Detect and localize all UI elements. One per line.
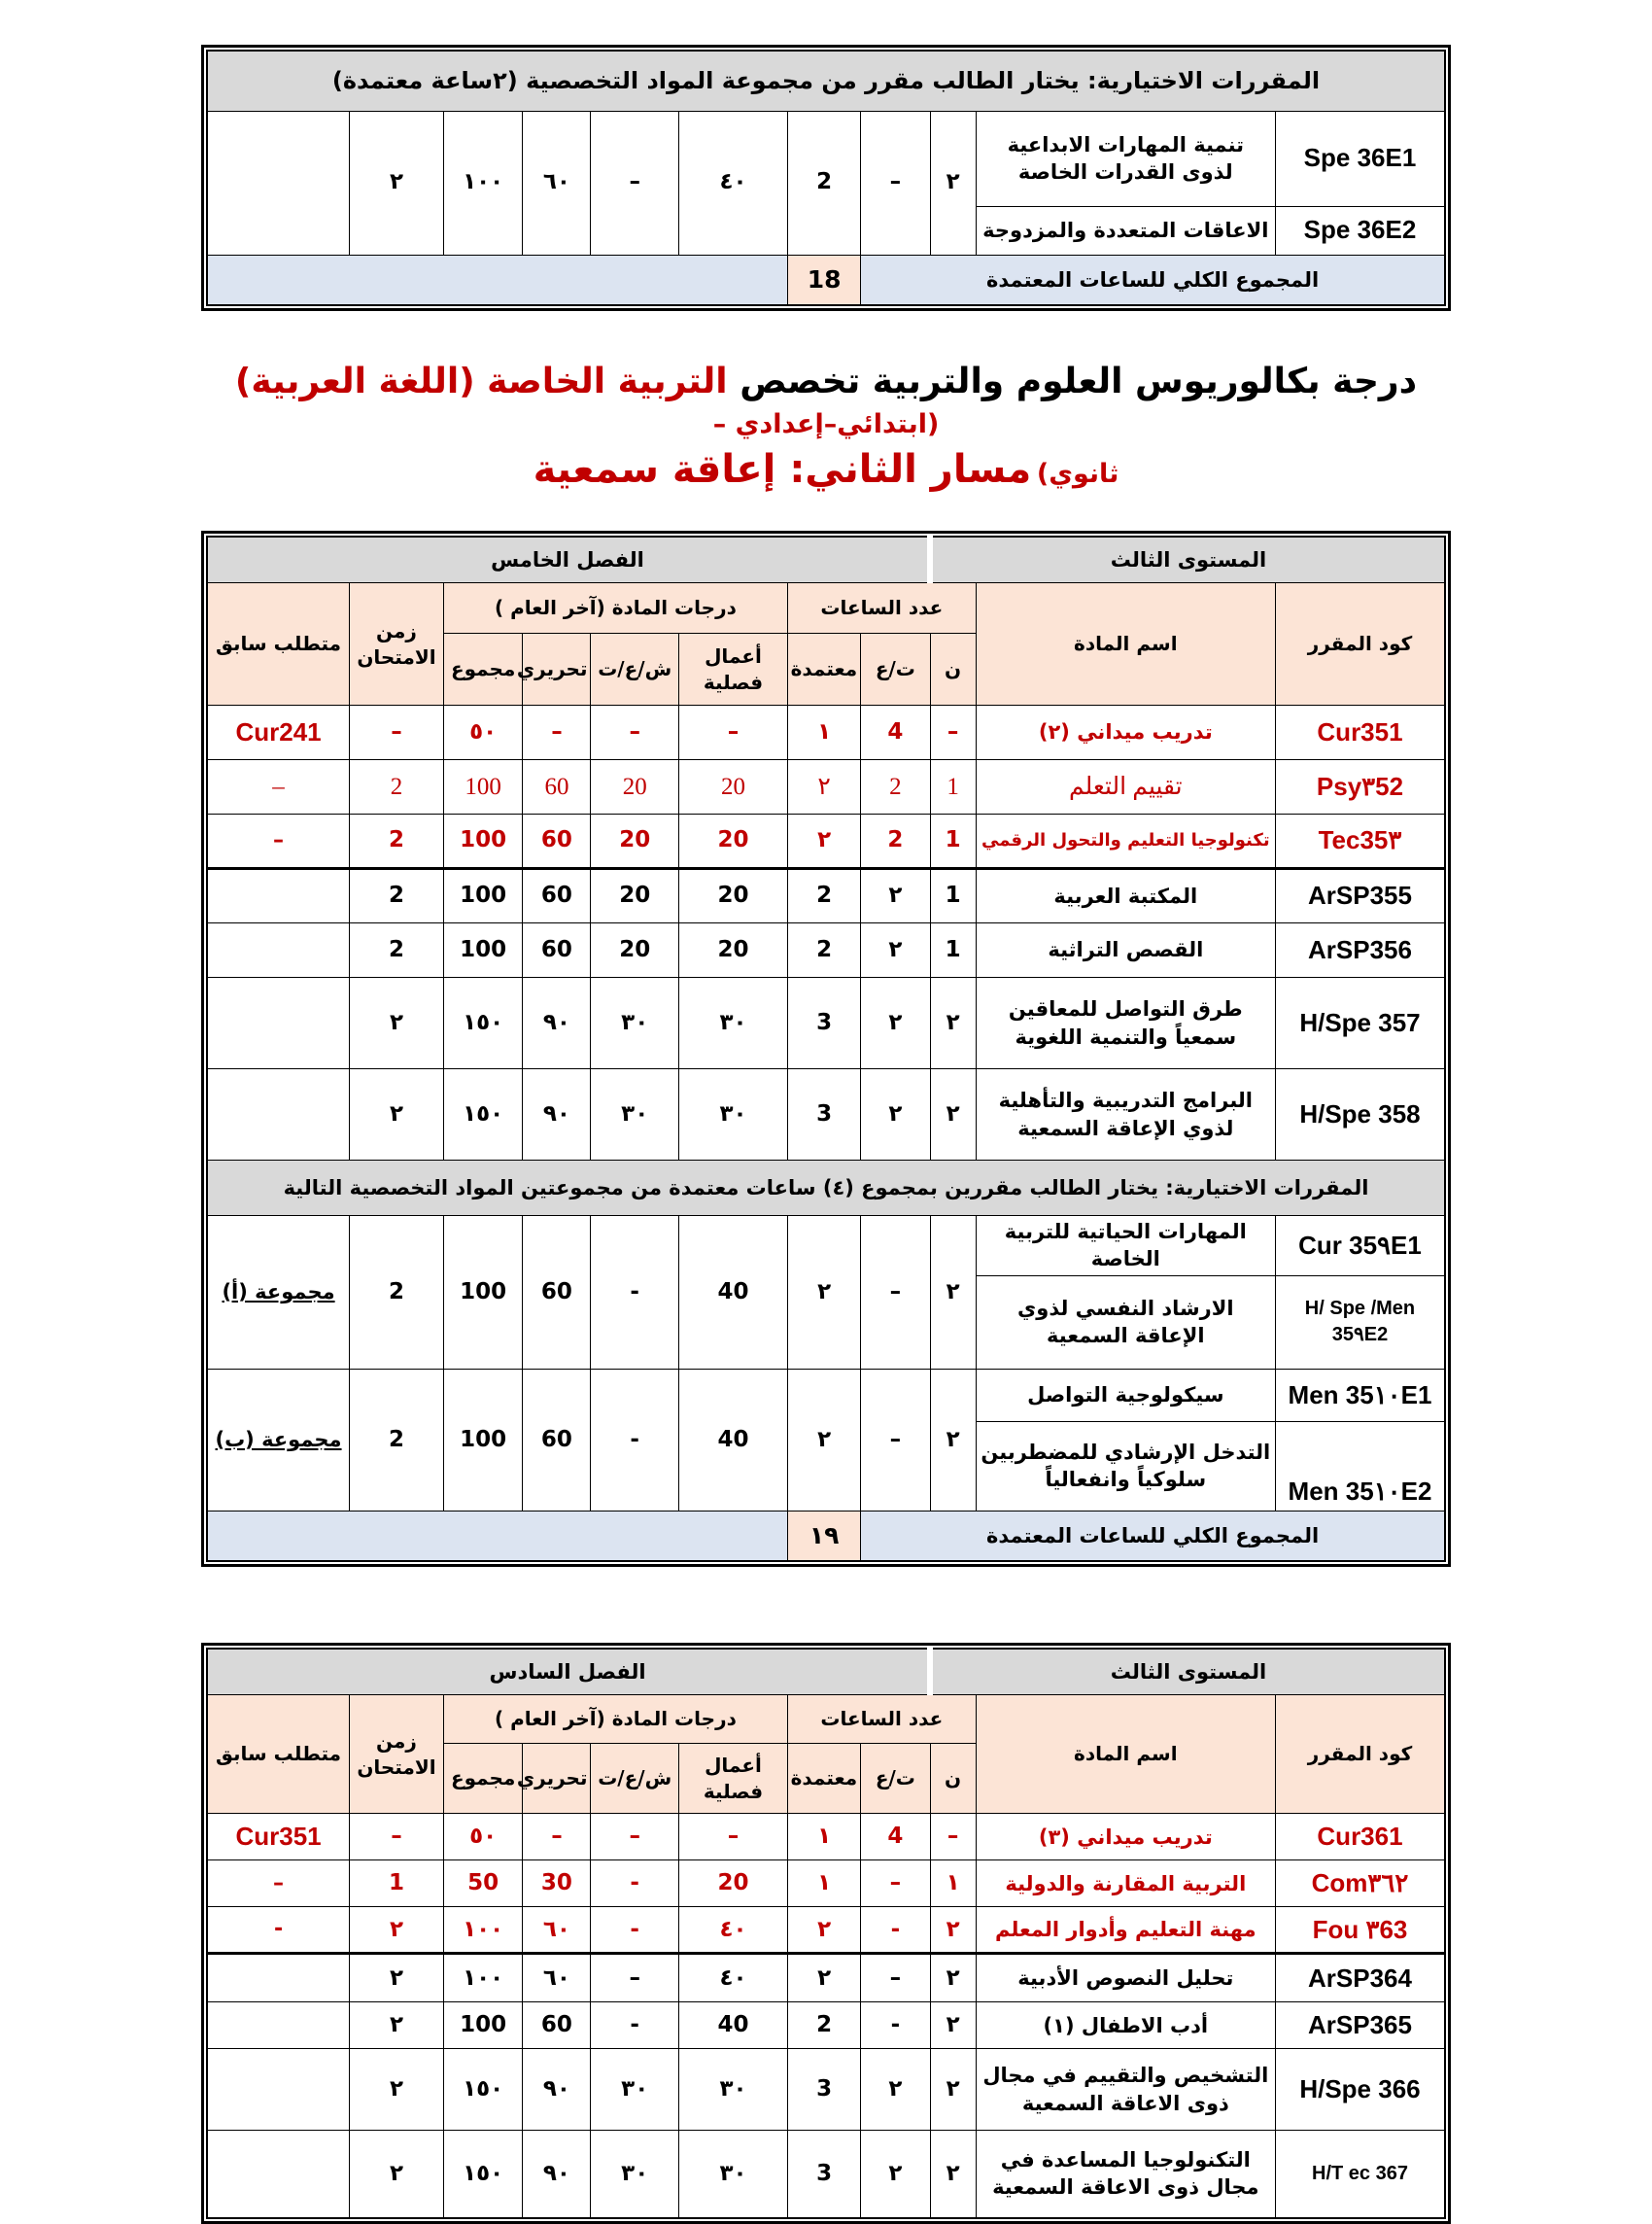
- cell-practical: 20: [591, 869, 678, 923]
- cell-coursework: ٣٠: [678, 2131, 787, 2218]
- cell-exam-time: –: [350, 1814, 444, 1860]
- cell-written: ٩٠: [523, 2131, 591, 2218]
- cell-exam-time: 1: [350, 1860, 444, 1907]
- cell-coursework: ٤٠: [678, 1954, 787, 2002]
- title-red-stage-end: ثانوي): [1036, 459, 1119, 489]
- col-header-written: تحريري: [523, 1744, 591, 1814]
- table-row: [207, 111, 1445, 206]
- cell-written: ٩٠: [523, 978, 591, 1069]
- semester6-table: [201, 1643, 1451, 2224]
- col-header-practical: ش/ع/ت: [591, 634, 678, 706]
- col-header-code: كود المقرر: [1275, 1695, 1445, 1814]
- cell-course-code: Men 35١٠E1: [1275, 1369, 1445, 1421]
- cell-total-marks: ٥٠: [443, 706, 523, 760]
- cell-course-name: سيكولوجية التواصل: [976, 1369, 1275, 1421]
- cell-credit: ٢: [788, 1369, 861, 1511]
- cell-practical: -: [591, 1860, 678, 1907]
- cell-ta: 2: [861, 760, 930, 815]
- cell-exam-time: ٢: [350, 111, 444, 255]
- cell-course-name: طرق التواصل للمعاقين سمعياً والتنمية اللغوية: [976, 978, 1275, 1069]
- cell-exam-time: –: [350, 706, 444, 760]
- cell-course-code: ArSP365: [1275, 2002, 1445, 2049]
- cell-total-marks: ١٥٠: [443, 1069, 523, 1161]
- cell-coursework: ٤٠: [678, 1907, 787, 1954]
- cell-course-code: H/Spe 366: [1275, 2049, 1445, 2131]
- cell-ta: 4: [861, 1814, 930, 1860]
- cell-coursework: ٣٠: [678, 978, 787, 1069]
- cell-coursework: ٣٠: [678, 1069, 787, 1161]
- cell-ta: ٢: [861, 978, 930, 1069]
- cell-course-name: تدريب ميداني (٣): [976, 1814, 1275, 1860]
- cell-course-code: ArSP364: [1275, 1954, 1445, 2002]
- cell-prereq: –: [207, 760, 350, 815]
- cell-ta: ٢: [861, 1069, 930, 1161]
- cell-written: –: [523, 1814, 591, 1860]
- cell-total-marks: 100: [443, 923, 523, 978]
- cell-exam-time: 2: [350, 923, 444, 978]
- cell-course-code: Spe 36E1: [1275, 111, 1445, 206]
- cell-course-code: Cur361: [1275, 1814, 1445, 1860]
- cell-course-name: القصص التراثية: [976, 923, 1275, 978]
- cell-total-marks: ١٠٠: [443, 1907, 523, 1954]
- header-row: [207, 1695, 1445, 1744]
- cell-total-marks: ١٥٠: [443, 2049, 523, 2131]
- elective-note: المقررات الاختيارية: يختار الطالب مقررين بمجموع (٤) ساعات معتمدة من مجموعتين المواد التخصصية التالية: [207, 1161, 1445, 1216]
- course-row: [207, 923, 1445, 978]
- cell-prereq: -: [207, 1907, 350, 1954]
- cell-course-name: تحليل النصوص الأدبية: [976, 1954, 1275, 2002]
- cell-n: ٢: [930, 1907, 976, 1954]
- cell-course-name: تنمية المهارات الابداعية لذوى القدرات الخاصة: [976, 111, 1275, 206]
- cell-exam-time: ٢: [350, 1069, 444, 1161]
- page-title: [201, 362, 1451, 492]
- cell-n: ٢: [930, 1369, 976, 1511]
- cell-practical: –: [591, 706, 678, 760]
- cell-prereq: [207, 1069, 350, 1161]
- cell-exam-time: 2: [350, 760, 444, 815]
- col-header-code: كود المقرر: [1275, 583, 1445, 706]
- title-line-1: [201, 362, 1451, 441]
- cell-practical: -: [591, 1369, 678, 1511]
- total-label: المجموع الكلي للساعات المعتمدة: [861, 1511, 1445, 1561]
- elective-fragment-table: [201, 45, 1451, 311]
- course-row: [207, 1907, 1445, 1954]
- col-header-ta: ت/ع: [861, 634, 930, 706]
- col-header-exam-time: زمن الامتحان: [350, 1695, 444, 1814]
- cell-practical: 20: [591, 815, 678, 869]
- col-header-grades-group: درجات المادة (آخر العام ): [443, 1695, 787, 1744]
- cell-written: 60: [523, 815, 591, 869]
- title-red-specialty: التربية الخاصة (اللغة العربية): [234, 362, 728, 401]
- cell-prereq: [207, 978, 350, 1069]
- cell-credit: 2: [788, 869, 861, 923]
- cell-written: 60: [523, 923, 591, 978]
- title-red-stages: (ابتدائي–إعدادي –: [712, 409, 940, 439]
- cell-ta: ٢: [861, 2049, 930, 2131]
- elective-group-row: [207, 1369, 1445, 1421]
- total-row: [207, 255, 1445, 305]
- col-header-credit: معتمدة: [788, 1744, 861, 1814]
- cell-n: 1: [930, 760, 976, 815]
- cell-ta: –: [861, 1860, 930, 1907]
- cell-credit: 3: [788, 1069, 861, 1161]
- col-header-coursework: أعمال فصلية: [678, 634, 787, 706]
- cell-credit: ٢: [788, 815, 861, 869]
- cell-prereq: [207, 111, 350, 255]
- cell-prereq: Cur241: [207, 706, 350, 760]
- cell-total-marks: 50: [443, 1860, 523, 1907]
- cell-coursework: 20: [678, 760, 787, 815]
- cell-credit: 2: [788, 923, 861, 978]
- cell-ta: ٢: [861, 869, 930, 923]
- cell-total-marks: ١٥٠: [443, 978, 523, 1069]
- cell-credit: ١: [788, 706, 861, 760]
- cell-credit: ٢: [788, 760, 861, 815]
- cell-course-code: Men 35١٠E2: [1275, 1421, 1445, 1511]
- cell-prereq: [207, 2049, 350, 2131]
- cell-ta: -: [861, 1907, 930, 1954]
- cell-ta: ٢: [861, 2131, 930, 2218]
- cell-written: 60: [523, 2002, 591, 2049]
- cell-coursework: –: [678, 706, 787, 760]
- cell-practical: -: [591, 2002, 678, 2049]
- cell-credit: 2: [788, 2002, 861, 2049]
- cell-written: 60: [523, 869, 591, 923]
- course-row: [207, 2049, 1445, 2131]
- cell-ta: –: [861, 1369, 930, 1511]
- document-content: [201, 0, 1451, 2224]
- semester-level-row: [207, 1649, 1445, 1695]
- cell-written: 60: [523, 1216, 591, 1370]
- total-row-filler: [207, 1511, 788, 1561]
- cell-course-code: Spe 36E2: [1275, 206, 1445, 255]
- cell-prereq: Cur351: [207, 1814, 350, 1860]
- cell-course-code: ArSP355: [1275, 869, 1445, 923]
- cell-course-name: المهارات الحياتية للتربية الخاصة: [976, 1216, 1275, 1276]
- cell-course-name: التشخيص والتقييم في مجال ذوى الاعاقة السمعية: [976, 2049, 1275, 2131]
- course-row: [207, 978, 1445, 1069]
- cell-prereq: [207, 1954, 350, 2002]
- col-header-coursework: أعمال فصلية: [678, 1744, 787, 1814]
- cell-practical: 20: [591, 923, 678, 978]
- col-header-n: ن: [930, 634, 976, 706]
- cell-coursework: 40: [678, 2002, 787, 2049]
- cell-ta: -: [861, 2002, 930, 2049]
- semester-label: الفصل السادس: [207, 1649, 930, 1695]
- cell-n: ٢: [930, 1954, 976, 2002]
- group-label: مجموعة (ب): [207, 1369, 350, 1511]
- col-header-written: تحريري: [523, 634, 591, 706]
- cell-n: ٢: [930, 1069, 976, 1161]
- cell-coursework: ٤٠: [678, 111, 787, 255]
- cell-total-marks: 100: [443, 815, 523, 869]
- cell-n: –: [930, 706, 976, 760]
- cell-course-name: أدب الاطفال (١): [976, 2002, 1275, 2049]
- col-header-hours-group: عدد الساعات: [788, 1695, 977, 1744]
- cell-ta: 2: [861, 815, 930, 869]
- cell-total-marks: ١٠٠: [443, 1954, 523, 2002]
- group-label: مجموعة (أ): [207, 1216, 350, 1370]
- course-row: [207, 1069, 1445, 1161]
- cell-prereq: [207, 2002, 350, 2049]
- cell-course-name: التكنولوجيا المساعدة في مجال ذوى الاعاقة السمعية: [976, 2131, 1275, 2218]
- cell-ta: –: [861, 111, 930, 255]
- semester5-grid: [206, 536, 1446, 1562]
- cell-exam-time: 2: [350, 815, 444, 869]
- cell-total-marks: ١٠٠: [443, 111, 523, 255]
- elective-group-row: [207, 1216, 1445, 1276]
- col-header-grades-group: درجات المادة (آخر العام ): [443, 583, 787, 634]
- cell-written: ٦٠: [523, 1907, 591, 1954]
- cell-credit: 3: [788, 2049, 861, 2131]
- elective-note-row: [207, 1161, 1445, 1216]
- cell-practical: ٣٠: [591, 2049, 678, 2131]
- cell-course-code: Com٣٦٢: [1275, 1860, 1445, 1907]
- cell-credit: ٢: [788, 1954, 861, 2002]
- elective-fragment-grid: [206, 50, 1446, 306]
- col-header-hours-group: عدد الساعات: [788, 583, 977, 634]
- total-row-filler: [207, 255, 788, 305]
- course-row: [207, 706, 1445, 760]
- cell-practical: –: [591, 111, 678, 255]
- cell-coursework: –: [678, 1814, 787, 1860]
- cell-written: 30: [523, 1860, 591, 1907]
- col-header-exam-time: زمن الامتحان: [350, 583, 444, 706]
- cell-coursework: 20: [678, 1860, 787, 1907]
- cell-n: 1: [930, 869, 976, 923]
- cell-exam-time: ٢: [350, 2131, 444, 2218]
- cell-n: ٢: [930, 2131, 976, 2218]
- cell-n: ١: [930, 1860, 976, 1907]
- header-row: [207, 583, 1445, 634]
- cell-total-marks: 100: [443, 1216, 523, 1370]
- cell-credit: 2: [788, 111, 861, 255]
- cell-credit: ٢: [788, 1216, 861, 1370]
- semester6-grid: [206, 1648, 1446, 2219]
- cell-written: ٦٠: [523, 1954, 591, 2002]
- course-row: [207, 760, 1445, 815]
- cell-prereq: [207, 869, 350, 923]
- cell-practical: -: [591, 1216, 678, 1370]
- cell-exam-time: 2: [350, 1369, 444, 1511]
- cell-course-name: الاعاقات المتعددة والمزدوجة: [976, 206, 1275, 255]
- level-label: المستوى الثالث: [930, 537, 1445, 583]
- course-row: [207, 815, 1445, 869]
- cell-n: ٢: [930, 1216, 976, 1370]
- col-header-total: مجموع: [443, 1744, 523, 1814]
- col-header-practical: ش/ع/ت: [591, 1744, 678, 1814]
- cell-prereq: –: [207, 815, 350, 869]
- cell-credit: ٢: [788, 1907, 861, 1954]
- col-header-ta: ت/ع: [861, 1744, 930, 1814]
- table-row: [207, 51, 1445, 111]
- cell-coursework: ٣٠: [678, 2049, 787, 2131]
- cell-ta: 4: [861, 706, 930, 760]
- col-header-name: اسم المادة: [976, 583, 1275, 706]
- cell-practical: –: [591, 1954, 678, 2002]
- cell-course-name: تدريب ميداني (٢): [976, 706, 1275, 760]
- cell-practical: ٣٠: [591, 1069, 678, 1161]
- cell-practical: 20: [591, 760, 678, 815]
- cell-credit: 3: [788, 2131, 861, 2218]
- semester-level-row: [207, 537, 1445, 583]
- cell-course-code: Cur351: [1275, 706, 1445, 760]
- cell-exam-time: 2: [350, 869, 444, 923]
- cell-prereq: –: [207, 1860, 350, 1907]
- cell-practical: ٣٠: [591, 978, 678, 1069]
- cell-written: 60: [523, 760, 591, 815]
- total-row: [207, 1511, 1445, 1561]
- col-header-credit: معتمدة: [788, 634, 861, 706]
- semester5-table: [201, 531, 1451, 1567]
- cell-ta: –: [861, 1954, 930, 2002]
- cell-n: ٢: [930, 978, 976, 1069]
- cell-course-code: H/Spe 357: [1275, 978, 1445, 1069]
- cell-credit: ١: [788, 1814, 861, 1860]
- cell-n: ٢: [930, 111, 976, 255]
- cell-course-name: التربية المقارنة والدولية: [976, 1860, 1275, 1907]
- cell-course-name: تكنولوجيا التعليم والتحول الرقمي: [976, 815, 1275, 869]
- course-row: [207, 1860, 1445, 1907]
- cell-course-code: H/Spe 358: [1275, 1069, 1445, 1161]
- cell-n: 1: [930, 815, 976, 869]
- cell-coursework: 20: [678, 923, 787, 978]
- cell-exam-time: ٢: [350, 1907, 444, 1954]
- level-label: المستوى الثالث: [930, 1649, 1445, 1695]
- cell-course-code: H/T ec 367: [1275, 2131, 1445, 2218]
- course-row: [207, 2131, 1445, 2218]
- cell-course-code: H/ Spe /Men 35٩E2: [1275, 1275, 1445, 1369]
- cell-exam-time: ٢: [350, 1954, 444, 2002]
- cell-written: 60: [523, 1369, 591, 1511]
- title-line-2: [201, 447, 1451, 492]
- col-header-prereq: متطلب سابق: [207, 583, 350, 706]
- cell-course-code: Fou ٣63: [1275, 1907, 1445, 1954]
- cell-prereq: [207, 2131, 350, 2218]
- cell-ta: –: [861, 1216, 930, 1370]
- cell-course-code: Psy٣52: [1275, 760, 1445, 815]
- cell-course-code: Cur 35٩E1: [1275, 1216, 1445, 1276]
- cell-exam-time: ٢: [350, 978, 444, 1069]
- col-header-prereq: متطلب سابق: [207, 1695, 350, 1814]
- course-row: [207, 1814, 1445, 1860]
- col-header-total: مجموع: [443, 634, 523, 706]
- cell-coursework: 40: [678, 1216, 787, 1370]
- cell-prereq: [207, 923, 350, 978]
- cell-ta: ٢: [861, 923, 930, 978]
- cell-credit: ١: [788, 1860, 861, 1907]
- cell-total-marks: ١٥٠: [443, 2131, 523, 2218]
- cell-coursework: 20: [678, 869, 787, 923]
- cell-exam-time: ٢: [350, 2002, 444, 2049]
- col-header-n: ن: [930, 1744, 976, 1814]
- total-credits-value: ١٩: [788, 1511, 861, 1561]
- cell-written: ٩٠: [523, 1069, 591, 1161]
- cell-total-marks: 100: [443, 869, 523, 923]
- cell-n: –: [930, 1814, 976, 1860]
- cell-course-name: تقييم التعلم: [976, 760, 1275, 815]
- cell-written: ٦٠: [523, 111, 591, 255]
- course-row: [207, 869, 1445, 923]
- cell-practical: -: [591, 1907, 678, 1954]
- cell-coursework: 20: [678, 815, 787, 869]
- cell-n: ٢: [930, 2049, 976, 2131]
- cell-course-code: Tec35٣: [1275, 815, 1445, 869]
- title-track: مسار الثاني: إعاقة سمعية: [533, 447, 1032, 492]
- cell-credit: 3: [788, 978, 861, 1069]
- cell-total-marks: 100: [443, 760, 523, 815]
- cell-practical: –: [591, 1814, 678, 1860]
- cell-total-marks: 100: [443, 2002, 523, 2049]
- cell-course-name: الارشاد النفسي لذوي الإعاقة السمعية: [976, 1275, 1275, 1369]
- cell-course-name: مهنة التعليم وأدوار المعلم: [976, 1907, 1275, 1954]
- cell-coursework: 40: [678, 1369, 787, 1511]
- col-header-name: اسم المادة: [976, 1695, 1275, 1814]
- cell-n: 1: [930, 923, 976, 978]
- cell-total-marks: 100: [443, 1369, 523, 1511]
- cell-exam-time: 2: [350, 1216, 444, 1370]
- cell-written: ٩٠: [523, 2049, 591, 2131]
- cell-course-name: البرامج التدريبية والتأهلية لذوي الإعاقة السمعية: [976, 1069, 1275, 1161]
- course-row: [207, 1954, 1445, 2002]
- total-label: المجموع الكلي للساعات المعتمدة: [861, 255, 1445, 305]
- cell-n: ٢: [930, 2002, 976, 2049]
- course-row: [207, 2002, 1445, 2049]
- elective-note: المقررات الاختيارية: يختار الطالب مقرر من مجموعة المواد التخصصية (٢ساعة معتمدة): [207, 51, 1445, 111]
- cell-course-name: المكتبة العربية: [976, 869, 1275, 923]
- cell-course-name: التدخل الإرشادي للمضطربين سلوكياً وانفعالياً: [976, 1421, 1275, 1511]
- cell-exam-time: ٢: [350, 2049, 444, 2131]
- semester-label: الفصل الخامس: [207, 537, 930, 583]
- title-black-part: درجة بكالوريوس العلوم والتربية تخصص: [740, 362, 1418, 401]
- total-credits-value: 18: [788, 255, 861, 305]
- cell-practical: ٣٠: [591, 2131, 678, 2218]
- cell-total-marks: ٥٠: [443, 1814, 523, 1860]
- cell-written: –: [523, 706, 591, 760]
- cell-course-code: ArSP356: [1275, 923, 1445, 978]
